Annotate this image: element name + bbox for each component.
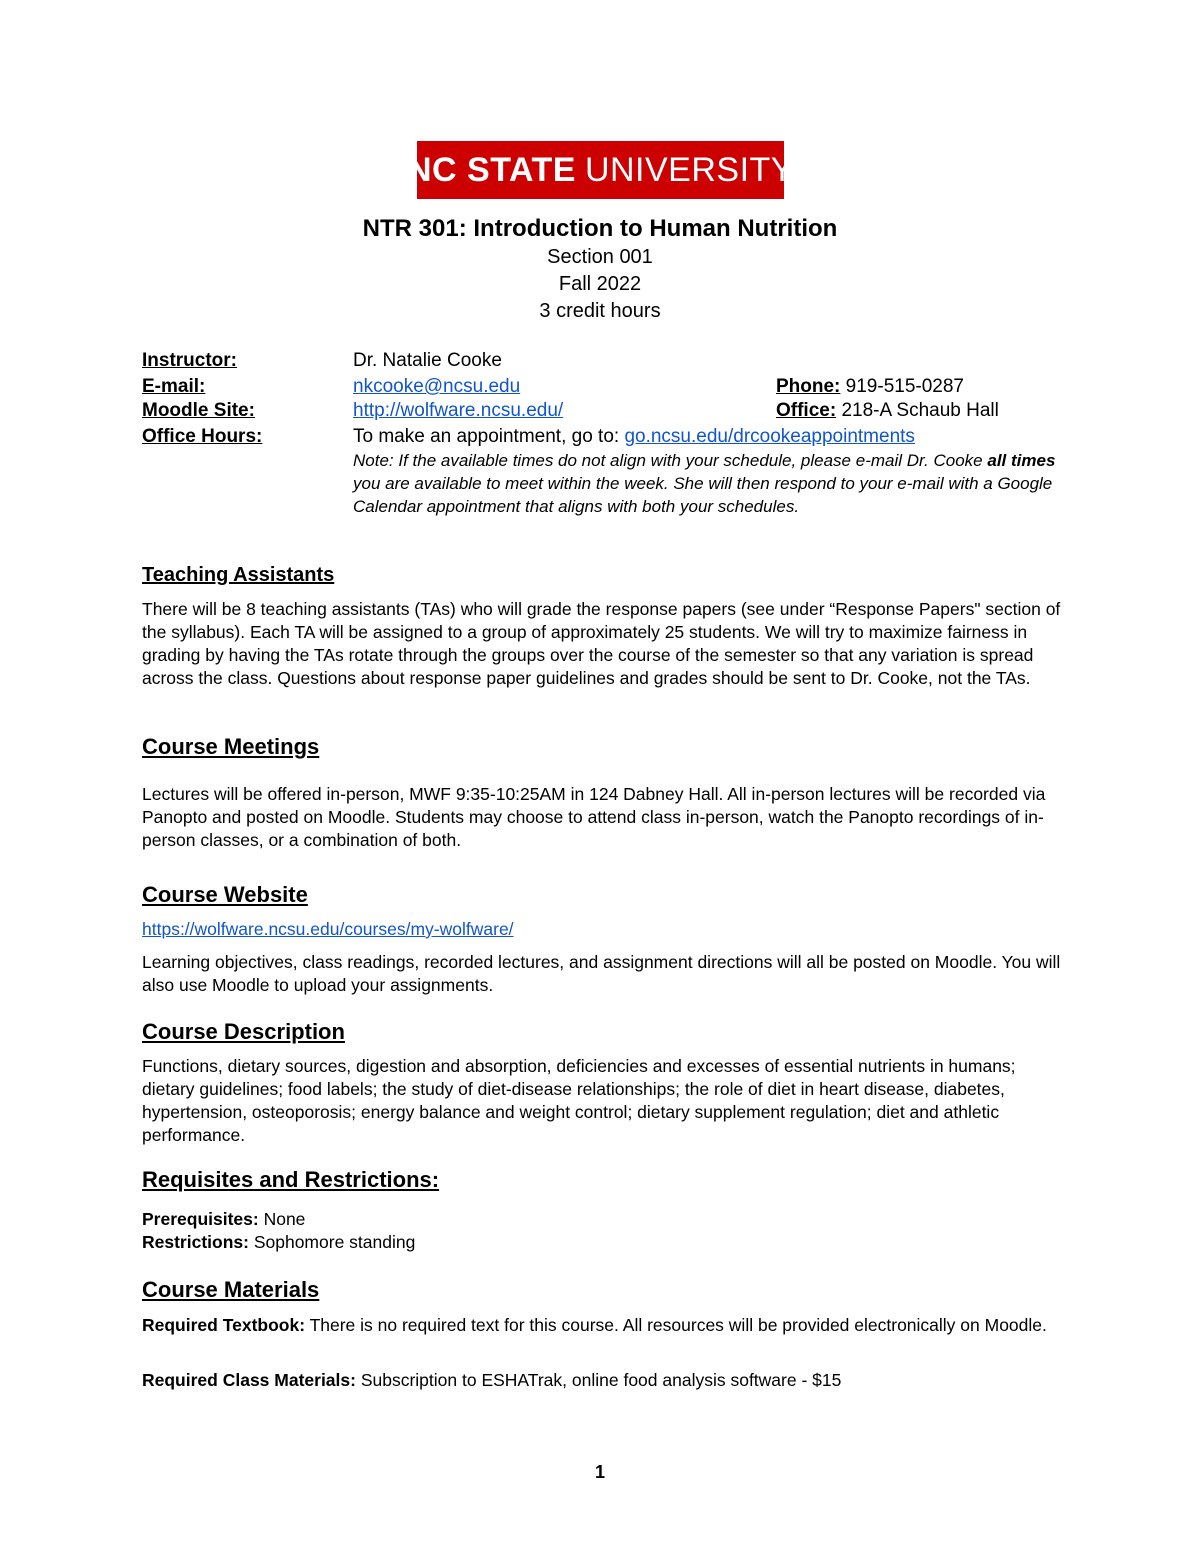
logo-bold-text: NC STATE: [407, 150, 576, 189]
office-hours-label: Office Hours:: [142, 426, 263, 447]
office-label: Office:: [776, 400, 837, 421]
course-term: Fall 2022: [558, 273, 642, 295]
ta-paragraph: There will be 8 teaching assistants (TAs) who will grade the response papers (see under “Response Papers" section of the syllabus). Each TA will be assigned to a group of approximately 25 students. We will try to maximize fairness in grading by having the TAs rotate through the groups over the course of the semester so that any variation is spread across the class. Questions about response paper guidelines and grades should be sent to Dr. Cooke, not the TAs.: [142, 599, 1061, 688]
textbook-value: There is no required text for this course. All resources will be provided electronically on Moodle.: [305, 1315, 1047, 1335]
ta-heading: Teaching Assistants: [142, 564, 335, 586]
materials-heading: Course Materials: [142, 1277, 320, 1302]
logo-regular-text: UNIVERSITY: [584, 150, 794, 189]
page-number: 1: [594, 1462, 605, 1482]
phone-label: Phone:: [776, 376, 841, 397]
meetings-heading: Course Meetings: [142, 734, 320, 759]
description-paragraph: Functions, dietary sources, digestion and absorption, deficiencies and excesses of essential nutrients in humans; dietary guidelines; food labels; the study of diet-disease relationships; the role of diet in heart disease, diabetes, hypertension, osteoporosis; energy balance and weight control; dietary supplement regulation; diet and athletic performance.: [142, 1056, 1016, 1145]
nc-state-logo: [407, 141, 794, 199]
description-heading: Course Description: [142, 1019, 345, 1044]
moodle-label: Moodle Site:: [142, 400, 255, 421]
office-row: [776, 399, 999, 423]
course-title: NTR 301: Introduction to Human Nutrition: [362, 215, 838, 242]
textbook-label: Required Textbook:: [142, 1315, 306, 1335]
meetings-paragraph: Lectures will be offered in-person, MWF 9:35-10:25AM in 124 Dabney Hall. All in-person lectures will be recorded via Panopto and posted on Moodle. Students may choose to attend class in-person, watch the Panopto recordings of in-person classes, or a combination of both.: [142, 784, 1046, 850]
website-heading: Course Website: [142, 882, 308, 907]
office-value: 218-A Schaub Hall: [841, 400, 999, 421]
note-text-b: you are available to meet within the week. She will then respond to your e-mail with a Google Calendar appointment that aligns with both your schedules.: [353, 474, 1053, 516]
office-hours-intro: To make an appointment, go to:: [353, 426, 625, 447]
prerequisites-label: Prerequisites:: [142, 1209, 259, 1229]
moodle-link[interactable]: http://wolfware.ncsu.edu/: [353, 400, 564, 421]
restrictions-label: Restrictions:: [142, 1232, 249, 1252]
phone-row: [776, 375, 964, 399]
restrictions-line: [142, 1231, 1062, 1254]
prerequisites-value: None: [258, 1209, 306, 1229]
class-materials-line: [142, 1369, 1062, 1392]
email-label: E-mail:: [142, 376, 206, 397]
phone-value: 919-515-0287: [845, 376, 964, 397]
appointment-link[interactable]: go.ncsu.edu/drcookeappointments: [624, 426, 915, 447]
class-materials-label: Required Class Materials:: [142, 1370, 356, 1390]
instructor-label: Instructor:: [142, 350, 237, 371]
website-link[interactable]: https://wolfware.ncsu.edu/courses/my-wolfware/: [142, 919, 514, 939]
prerequisites-line: [142, 1208, 1062, 1231]
office-hours-note: [353, 449, 1073, 518]
note-text-a: Note: If the available times do not align with your schedule, please e-mail Dr. Cooke: [353, 451, 988, 470]
restrictions-value: Sophomore standing: [248, 1232, 416, 1252]
course-header: [0, 214, 1200, 325]
website-paragraph: Learning objectives, class readings, recorded lectures, and assignment directions will all be posted on Moodle. You will also use Moodle to upload your assignments.: [142, 952, 1061, 995]
note-bold: all times: [987, 451, 1056, 470]
email-link[interactable]: nkcooke@ncsu.edu: [353, 376, 521, 397]
course-section: Section 001: [547, 246, 653, 268]
office-hours-text: [353, 425, 915, 449]
requisites-heading: Requisites and Restrictions:: [142, 1167, 440, 1192]
class-materials-value: Subscription to ESHATrak, online food analysis software - $15: [355, 1370, 842, 1390]
course-credits: 3 credit hours: [539, 300, 661, 322]
textbook-line: [142, 1314, 1062, 1337]
instructor-name: Dr. Natalie Cooke: [353, 350, 502, 371]
